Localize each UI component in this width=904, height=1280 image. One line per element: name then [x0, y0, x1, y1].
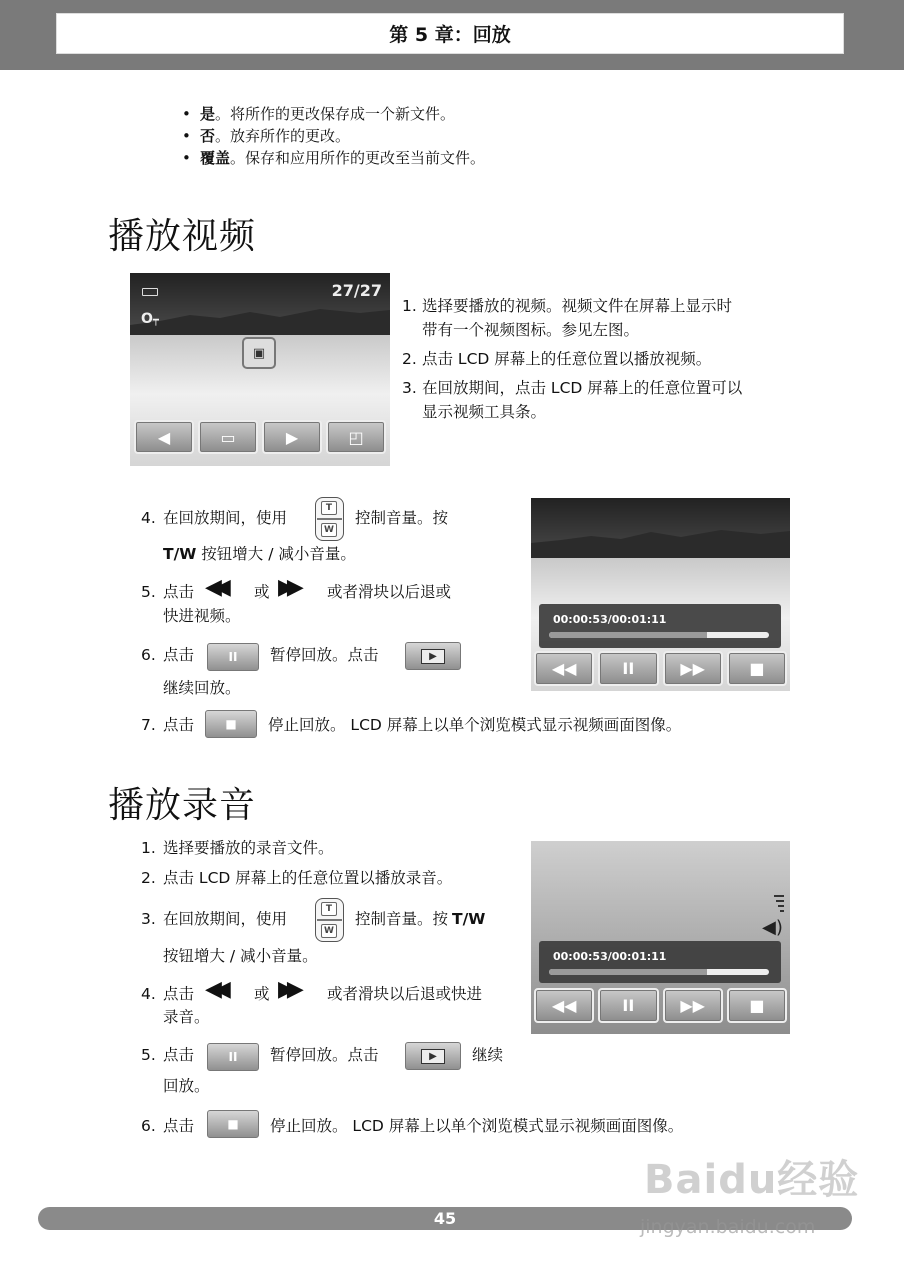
audio-progress-panel: [539, 941, 781, 983]
tw-label: T/W: [163, 545, 197, 563]
stop-icon: ■: [205, 710, 257, 738]
video-steps-top: [402, 294, 802, 424]
option-yes-desc: 。将所作的更改保存成一个新文件。: [215, 105, 456, 123]
step-number: 4.: [141, 509, 156, 527]
rewind-icon: ◀◀: [205, 977, 223, 1002]
play-glyph: ▶: [421, 1049, 445, 1064]
watermark-brand: Baidu经验: [644, 1157, 860, 1203]
lcd-screen-audio-playback: [531, 841, 790, 1034]
previous-button[interactable]: ◀: [134, 420, 194, 454]
chapter-title: 第 5 章：回放: [56, 13, 844, 54]
step-number: 1.: [402, 297, 417, 315]
stop-button[interactable]: ■: [727, 988, 787, 1023]
page-number: 45: [433, 1209, 457, 1228]
step-text: 暂停回放。点击: [270, 646, 379, 664]
pause-icon: II: [207, 643, 259, 671]
t-icon: T: [321, 501, 337, 515]
battery-icon: [142, 288, 158, 296]
step-text: 或: [254, 583, 270, 601]
step-text: 或者滑块以后退或快进: [327, 985, 483, 1003]
play-glyph: ▶: [421, 649, 445, 664]
video-file-icon: ▣: [242, 337, 276, 369]
step-text: 或者滑块以后退或: [327, 583, 452, 601]
option-list: [182, 103, 782, 169]
rewind-icon: ◀◀: [205, 575, 223, 600]
step-text: 在回放期间，使用: [163, 509, 288, 527]
step-text: 点击: [163, 985, 195, 1003]
step-number: 3.: [402, 379, 417, 397]
step-text: 录音。: [163, 1008, 210, 1026]
list-item: [182, 103, 782, 125]
list-item: [182, 147, 782, 169]
volume-icon: ◀): [762, 895, 784, 937]
option-no-desc: 。放弃所作的更改。: [215, 127, 351, 145]
step-number: 6.: [141, 1117, 156, 1135]
play-icon: [405, 642, 461, 670]
tw-button-icon: [315, 497, 344, 541]
step-text: 点击 LCD 屏幕上的任意位置以播放视频。: [422, 350, 712, 368]
step-text: 按钮增大 / 减小音量。: [163, 947, 318, 965]
watermark-url: jingyan.baidu.com: [640, 1216, 816, 1238]
step-number: 3.: [141, 910, 156, 928]
step-text: 点击: [163, 583, 195, 601]
option-overwrite-desc: 。保存和应用所作的更改至当前文件。: [230, 149, 486, 167]
step-text: 点击: [163, 1117, 195, 1135]
stop-icon: ■: [207, 1110, 259, 1138]
step-text: 选择要播放的录音文件。: [163, 839, 334, 857]
step-text: [355, 907, 485, 931]
progress-fill: [549, 632, 707, 638]
step-text: 选择要播放的视频。视频文件在屏幕上显示时: [422, 297, 733, 315]
key-icon: O┯: [141, 311, 159, 327]
slideshow-button[interactable]: ▭: [198, 420, 258, 454]
next-button[interactable]: ▶: [262, 420, 322, 454]
lcd-screen-browse: [130, 273, 390, 466]
step-number: 2.: [402, 350, 417, 368]
tw-label: T/W: [452, 910, 486, 928]
step-number: 5.: [141, 1046, 156, 1064]
file-counter: 27/27: [331, 281, 382, 300]
option-overwrite: 覆盖: [200, 149, 231, 167]
rewind-button[interactable]: ◀◀: [534, 988, 594, 1023]
option-no: 否: [200, 127, 216, 145]
step-number: 7.: [141, 716, 156, 734]
play-icon: [405, 1042, 461, 1070]
step-text: 回放。: [163, 1077, 210, 1095]
step-text: 按钮增大 / 减小音量。: [196, 545, 356, 563]
list-item: [182, 125, 782, 147]
tw-button-icon: [315, 898, 344, 942]
step-number: 1.: [141, 839, 156, 857]
pause-icon: II: [207, 1043, 259, 1071]
step-text: 继续回放。: [163, 679, 241, 697]
step-number: 6.: [141, 646, 156, 664]
step-text: 控制音量。按: [355, 509, 449, 527]
t-icon: T: [321, 902, 337, 916]
step-text: 点击: [163, 716, 195, 734]
progress-slider[interactable]: [549, 632, 769, 638]
video-progress-panel: [539, 604, 781, 648]
step-number: 2.: [141, 869, 156, 887]
fast-forward-icon: ▶▶: [278, 977, 296, 1002]
progress-fill: [549, 969, 707, 975]
section-title-video: 播放视频: [108, 216, 257, 257]
step-text: 快进视频。: [163, 607, 241, 625]
step-text: 继续: [472, 1046, 504, 1064]
fast-forward-icon: ▶▶: [278, 575, 296, 600]
zoom-button[interactable]: ◰: [326, 420, 386, 454]
playback-time: 00:00:53/00:01:11: [553, 613, 667, 626]
step-number: 5.: [141, 583, 156, 601]
fast-forward-button[interactable]: ▶▶: [663, 651, 723, 686]
step-text: 点击: [163, 1046, 195, 1064]
playback-time: 00:00:53/00:01:11: [553, 950, 667, 963]
step-text: 停止回放。 LCD 屏幕上以单个浏览模式显示视频画面图像。: [268, 716, 682, 734]
progress-slider[interactable]: [549, 969, 769, 975]
w-icon: W: [321, 924, 337, 938]
fast-forward-button[interactable]: ▶▶: [663, 988, 723, 1023]
step-text: [163, 542, 356, 566]
step-number: 4.: [141, 985, 156, 1003]
w-icon: W: [321, 523, 337, 537]
option-yes: 是: [200, 105, 216, 123]
step-text: 控制音量。按: [355, 910, 449, 928]
pause-button[interactable]: II: [598, 988, 658, 1023]
pause-button[interactable]: II: [598, 651, 658, 686]
step-text: 或: [254, 985, 270, 1003]
lcd-screen-video-playback: [531, 498, 790, 691]
step-text: 在回放期间，使用: [163, 910, 288, 928]
step-text: 带有一个视频图标。参见左图。: [422, 321, 640, 339]
step-text: 点击 LCD 屏幕上的任意位置以播放录音。: [163, 869, 453, 887]
step-text: 暂停回放。点击: [270, 1046, 379, 1064]
step-text: 点击: [163, 646, 195, 664]
section-title-audio: 播放录音: [108, 785, 257, 826]
step-text: 停止回放。 LCD 屏幕上以单个浏览模式显示视频画面图像。: [270, 1117, 684, 1135]
stop-button[interactable]: ■: [727, 651, 787, 686]
step-text: 显示视频工具条。: [422, 403, 547, 421]
rewind-button[interactable]: ◀◀: [534, 651, 594, 686]
step-text: 在回放期间，点击 LCD 屏幕上的任意位置可以: [422, 379, 743, 397]
